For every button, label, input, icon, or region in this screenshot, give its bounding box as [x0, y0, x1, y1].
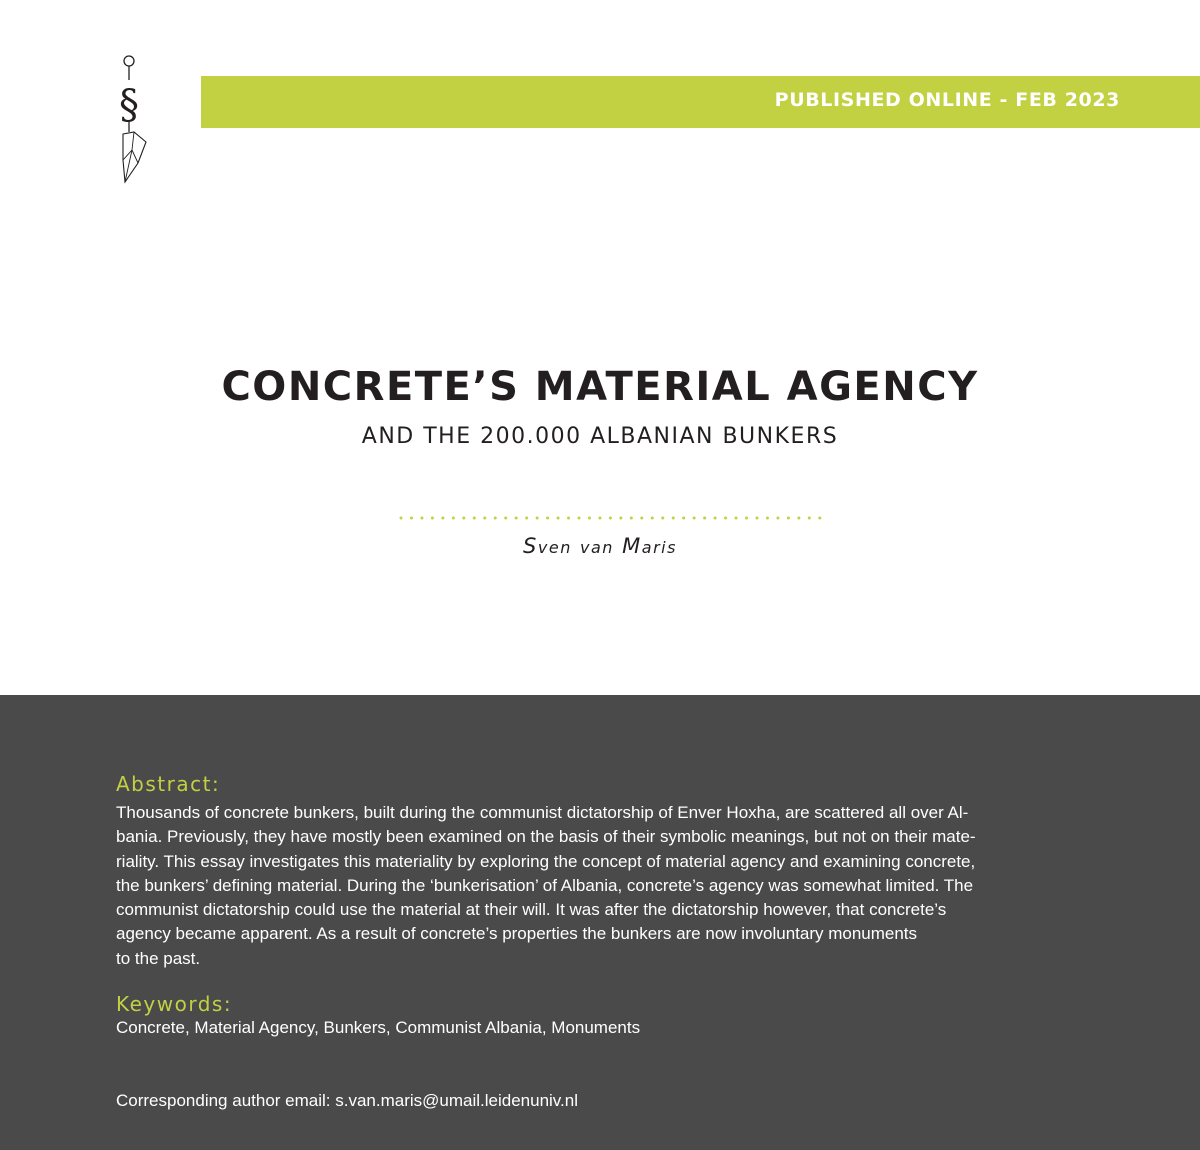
keywords-list: Concrete, Material Agency, Bunkers, Communist Albania, Monuments — [116, 1018, 641, 1037]
article-title: CONCRETE’S MATERIAL AGENCY — [221, 364, 979, 410]
keywords-heading: Keywords: — [116, 992, 233, 1016]
corresponding-author-email: Corresponding author email: s.van.maris@umail.leidenuniv.nl — [116, 1091, 578, 1110]
author-last-rest: aris — [641, 538, 677, 557]
author-first-rest: ven — [537, 538, 572, 557]
abstract-line: Thousands of concrete bunkers, built during the communist dictatorship of Enver Hoxha, are scattered all over Al- — [116, 803, 969, 822]
section-sign-glyph: § — [119, 82, 139, 128]
author-first-initial: S — [523, 534, 538, 558]
abstract-line: riality. This essay investigates this materiality by exploring the concept of material agency and examining concrete, — [116, 851, 976, 871]
abstract-line: communist dictatorship could use the material at their will. It was after the dictatorship however, that concrete’s — [116, 900, 947, 920]
abstract-line: the bunkers’ defining material. During the ‘bunkerisation’ of Albania, concrete’s agency was somewhat limited. The — [116, 875, 974, 895]
published-date-label: PUBLISHED ONLINE - FEB 2023 — [774, 89, 1120, 111]
abstract-body — [116, 801, 1086, 971]
article-subtitle: AND THE 200.000 ALBANIAN BUNKERS — [361, 424, 839, 449]
abstract-panel — [0, 695, 1200, 1150]
author-name — [0, 534, 1200, 558]
author-last-initial: M — [622, 534, 642, 558]
abstract-heading: Abstract: — [116, 772, 221, 796]
abstract-line: bania. Previously, they have mostly been examined on the basis of their symbolic meanings, but not on their mate- — [116, 827, 976, 847]
dotted-divider — [398, 509, 823, 517]
publication-banner — [201, 76, 1200, 128]
abstract-line: to the past. — [116, 948, 201, 968]
author-particle: van — [580, 538, 614, 557]
abstract-line: agency became apparent. As a result of concrete’s properties the bunkers are now involuntary monuments — [116, 924, 918, 944]
trowel-section-sign-logo — [104, 50, 154, 185]
